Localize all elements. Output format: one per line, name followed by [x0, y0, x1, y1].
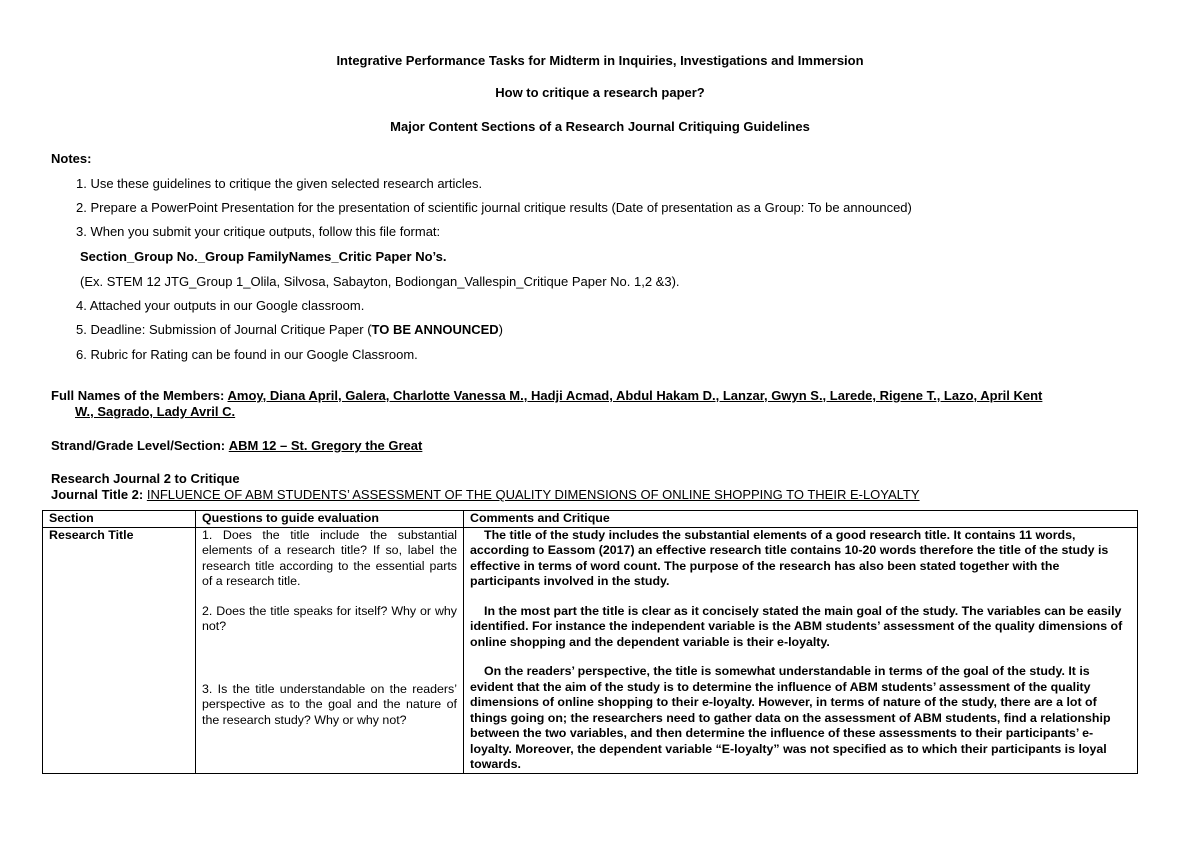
- note-item-5: [76, 322, 503, 337]
- comment-1: The title of the study includes the substantial elements of a good research title. It contains 11 words, according to Eassom (2017) an effective research title contains 10-20 words therefore the title of the study is effective in terms of word count. The purpose of the research has also been stated together with the participants involved in the study.: [470, 527, 1109, 588]
- table-row: [43, 527, 1138, 773]
- note-item-4: 4. Attached your outputs in our Google classroom.: [76, 298, 365, 313]
- header-questions: Questions to guide evaluation: [196, 511, 464, 528]
- question-3: 3. Is the title understandable on the readers’ perspective as to the goal and the nature of the research study? Why or why not?: [202, 681, 457, 727]
- critique-table: [42, 510, 1138, 774]
- journal-title-value: INFLUENCE OF ABM STUDENTS’ ASSESSMENT OF THE QUALITY DIMENSIONS OF ONLINE SHOPPING TO THEIR E-LOYALTY: [146, 487, 920, 502]
- question-1: 1. Does the title include the substantial elements of a research title? If so, label the research title according to the essential parts of a research title.: [202, 527, 457, 588]
- members-label: Full Names of the Members:: [51, 388, 225, 403]
- document-title: Integrative Performance Tasks for Midterm in Inquiries, Investigations and Immersion: [336, 53, 864, 68]
- journal-heading: Research Journal 2 to Critique: [51, 471, 240, 486]
- deadline-value: TO BE ANNOUNCED: [371, 322, 499, 337]
- document-subtitle: How to critique a research paper?: [495, 85, 705, 100]
- section-title: Major Content Sections of a Research Journal Critiquing Guidelines: [390, 119, 810, 134]
- members-names: Amoy, Diana April, Galera, Charlotte Vanessa M., Hadji Acmad, Abdul Hakam D., Lanzar, Gwyn S., Larede, Rigene T., Lazo, April Kent: [227, 388, 1043, 403]
- question-2: 2. Does the title speaks for itself? Why or why not?: [202, 603, 457, 633]
- note-item-2: 2. Prepare a PowerPoint Presentation for the presentation of scientific journal critique results (Date of presentation as a Group: To be announced): [76, 200, 912, 215]
- note-item-5-prefix: 5. Deadline: Submission of Journal Critique Paper (: [76, 322, 372, 337]
- section-cell: Research Title: [43, 527, 196, 773]
- comments-cell: [464, 527, 1138, 773]
- strand-line: [51, 438, 422, 453]
- note-item-6: 6. Rubric for Rating can be found in our Google Classroom.: [76, 347, 418, 362]
- comment-3: On the readers’ perspective, the title is somewhat understandable in terms of the goal of the study. It is evident that the aim of the study is to determine the influence of ABM students’ assessment of the quality dimensions of online shopping to their e-loyalty. However, in terms of nature of the study, there are a lot of things going on; the researchers need to gather data on the assessment of ABM students, find a relationship between the two variables, and then determine the influence of these assessments to their participants’ e-loyalty. Moreover, the dependent variable “E-loyalty” was not specified as to which their participants is loyal towards.: [470, 664, 1111, 771]
- strand-label: Strand/Grade Level/Section:: [51, 438, 226, 453]
- header-comments: Comments and Critique: [464, 511, 1138, 528]
- note-item-3: 3. When you submit your critique outputs, follow this file format:: [76, 224, 441, 239]
- strand-value: ABM 12 – St. Gregory the Great: [228, 438, 423, 453]
- questions-cell: [196, 527, 464, 773]
- members-block: [51, 388, 1151, 420]
- table-header-row: [43, 511, 1138, 528]
- file-format-example: (Ex. STEM 12 JTG_Group 1_Olila, Silvosa, Sabayton, Bodiongan_Vallespin_Critique Paper No. 1,2 &3).: [80, 274, 680, 289]
- comment-2: In the most part the title is clear as it concisely stated the main goal of the study. The variables can be easily identified. For instance the independent variable is the ABM students’ assessment of the quality dimensions of online shopping and the dependent variable is their e-loyalty.: [470, 603, 1123, 649]
- note-item-1: 1. Use these guidelines to critique the given selected research articles.: [76, 176, 483, 191]
- header-section: Section: [43, 511, 196, 528]
- note-item-5-suffix: ): [498, 322, 504, 337]
- notes-heading: Notes:: [51, 151, 92, 166]
- journal-title-label: Journal Title 2:: [51, 487, 144, 502]
- file-format: Section_Group No._Group FamilyNames_Critic Paper No’s.: [80, 249, 447, 264]
- members-names-cont: W., Sagrado, Lady Avril C.: [75, 404, 236, 419]
- journal-title-line: [51, 487, 920, 502]
